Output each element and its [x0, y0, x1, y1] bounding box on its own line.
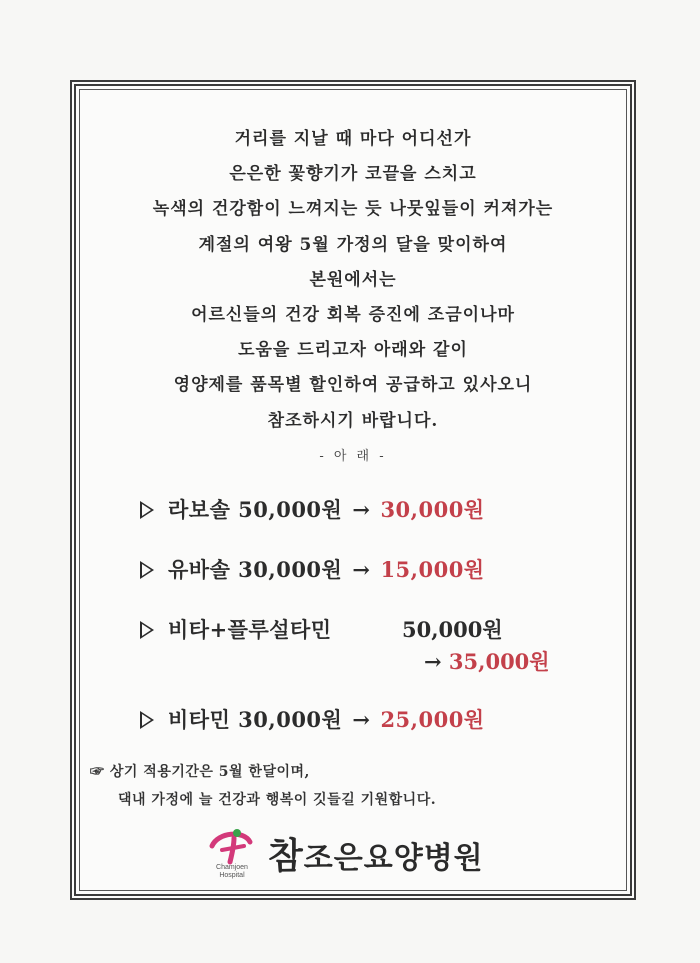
item-name: 라보솔: [168, 497, 231, 522]
arrow-right-icon: →: [352, 557, 371, 582]
triangle-bullet-icon: [140, 711, 154, 729]
intro-line: 도움을 드리고자 아래와 같이: [238, 340, 468, 361]
arrow-right-icon: →: [352, 497, 371, 522]
closing-note: [90, 758, 436, 814]
price-item-1: [140, 494, 485, 524]
item-price: 50,000원: [238, 497, 343, 522]
item-price: 50,000원: [402, 617, 503, 642]
note-line-2: 댁내 가정에 늘 건강과 행복이 깃들길 기원합니다.: [118, 792, 437, 808]
item-price: 30,000원: [238, 707, 343, 732]
pointing-hand-icon: ☞: [90, 764, 105, 780]
intro-line: 은은한 꽃향기가 코끝을 스치고: [229, 164, 477, 185]
hospital-logo: [204, 824, 504, 884]
item-sale-price: 30,000원: [380, 497, 485, 522]
note-text: 상기 적용기간은 5월 한달이며,: [109, 764, 310, 780]
price-item-3: [140, 614, 332, 644]
item-price: 30,000원: [238, 557, 343, 582]
logo-english-name: [210, 864, 254, 880]
arrow-right-icon: →: [424, 649, 442, 674]
intro-line: 본원에서는: [309, 269, 397, 290]
logo-name-first: 참: [268, 836, 304, 877]
triangle-bullet-icon: [140, 501, 154, 519]
intro-line: 참조하시기 바랍니다.: [267, 410, 439, 431]
item-name: 비타+플루설타민: [168, 617, 332, 642]
triangle-bullet-icon: [140, 561, 154, 579]
section-subheading: - 아 래 -: [319, 448, 387, 464]
intro-line: 녹색의 건강함이 느껴지는 듯 나뭇잎들이 커져가는: [152, 199, 554, 220]
logo-en-line: Chamjoen: [216, 864, 248, 871]
notice-frame: [70, 80, 636, 900]
logo-name-rest: 조은요양병원: [303, 841, 484, 876]
intro-text: [76, 122, 630, 474]
price-item-2: [140, 554, 485, 584]
intro-line: 어르신들의 건강 회복 증진에 조금이나마: [191, 304, 515, 325]
note-line-1: [90, 758, 436, 786]
item-sale-price: 25,000원: [380, 707, 485, 732]
arrow-right-icon: →: [352, 707, 371, 732]
item-sale-line: [424, 646, 550, 676]
triangle-bullet-icon: [140, 621, 154, 639]
price-item-4: [140, 704, 485, 734]
item-sale-price: 15,000원: [380, 557, 485, 582]
logo-korean-name: [268, 828, 484, 879]
intro-line: 영양제를 품목별 할인하여 공급하고 있사오니: [173, 375, 533, 396]
item-name: 비타민: [168, 707, 231, 732]
intro-line: 계절의 여왕 5월 가정의 달을 맞이하여: [198, 234, 508, 255]
item-sale-price: 35,000원: [448, 649, 550, 674]
item-name: 유바솔: [168, 557, 231, 582]
intro-line: 거리를 지날 때 마다 어디선가: [234, 129, 472, 149]
logo-en-line: Hospital: [219, 872, 245, 879]
